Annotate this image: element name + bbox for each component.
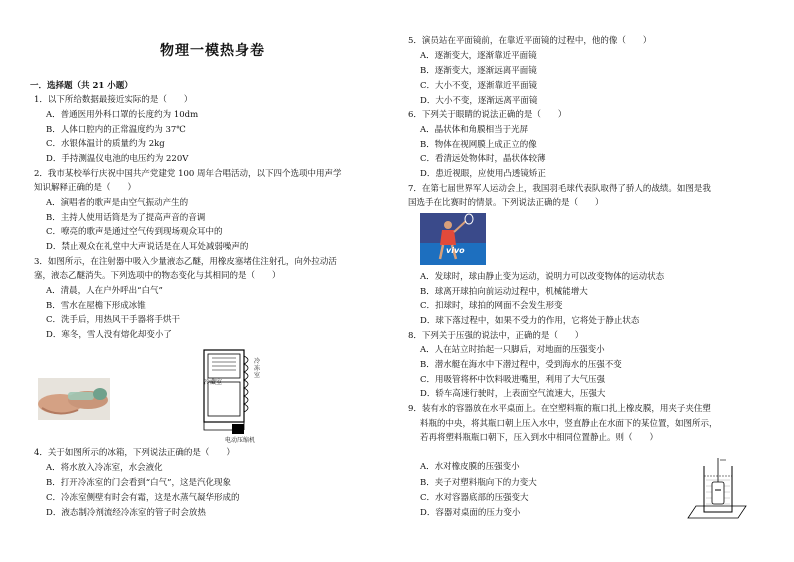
- q3-option-a: A．清晨，人在户外呼出“白气”: [46, 286, 163, 296]
- q3-stem-line2: 塞，液态乙醚消失。下列选项中的物态变化与其相同的是（ ）: [34, 271, 281, 281]
- q9-option-b: B．夹子对塑料瓶向下的力变大: [420, 478, 537, 488]
- q3-option-b: B．雪水在屋檐下形成冰锥: [46, 301, 146, 311]
- q1-stem: 1．以下所给数据最接近实际的是（ ）: [34, 95, 193, 105]
- q6-option-d: D．患近视眼，应使用凸透镜矫正: [420, 169, 546, 179]
- q4-option-c: C．冷冻室侧壁有时会有霜，这是水蒸气凝华形成的: [46, 493, 240, 503]
- q2-option-a: A．演唱者的歌声是由空气振动产生的: [46, 198, 189, 208]
- fridge-label-refrigerator: 冷藏室: [204, 379, 223, 386]
- q7-option-b: B．球离开球拍向前运动过程中，机械能增大: [420, 287, 588, 297]
- q2-option-b: B．主持人使用话筒是为了提高声音的音调: [46, 213, 206, 223]
- q9-stem-line3: 若再将塑料瓶瓶口朝下，压入到水中相同位置静止。则（ ）: [420, 433, 659, 443]
- fridge-label-compressor: 电动压缩机: [225, 437, 256, 444]
- q3-option-c: C．洗手后，用热风干手器将手烘干: [46, 315, 181, 325]
- q7-option-c: C．扣球时，球拍的网面不会发生形变: [420, 301, 563, 311]
- q5-option-c: C．大小不变，逐渐靠近平面镜: [420, 81, 538, 91]
- q8-option-d: D．轿车高速行驶时，上表面空气流速大，压强大: [420, 389, 606, 399]
- q2-stem-line2: 知识解释正确的是（ ）: [34, 183, 137, 193]
- q4-option-d: D．液态制冷剂流经冷冻室的管子时会放热: [46, 508, 206, 518]
- q2-option-c: C．嘹亮的歌声是通过空气传到现场观众耳中的: [46, 227, 223, 237]
- water-container-diagram: [686, 456, 748, 520]
- q9-option-c: C．水对容器底部的压强变大: [420, 493, 529, 503]
- q5-option-b: B．逐渐变大，逐渐远离平面镜: [420, 66, 537, 76]
- q1-option-b: B．人体口腔内的正常温度约为 37℃: [46, 125, 186, 135]
- q7-option-d: D．球下落过程中，如果不受力的作用，它将处于静止状态: [420, 316, 640, 326]
- q6-option-b: B．物体在视网膜上成正立的像: [420, 140, 537, 150]
- q9-option-a: A．水对橡皮膜的压强变小: [420, 462, 520, 472]
- q9-stem-line2: 料瓶的中央，将其瓶口朝上压入水中，竖直静止在水面下的某位置，如图所示，: [420, 419, 718, 429]
- q8-option-b: B．潜水艇在海水中下潜过程中，受到海水的压强不变: [420, 360, 622, 370]
- q6-stem: 6．下列关于眼睛的说法正确的是（ ）: [408, 110, 567, 120]
- section-heading: 一．选择题（共 21 小题）: [30, 81, 133, 91]
- q1-option-d: D．手持测温仪电池的电压约为 220V: [46, 154, 189, 164]
- q2-option-d: D．禁止观众在礼堂中大声说话是在人耳处减弱噪声的: [46, 242, 249, 252]
- q9-option-d: D．容器对桌面的压力变小: [420, 508, 521, 518]
- q3-option-d: D．寒冬，雪人没有熔化却变小了: [46, 330, 172, 340]
- q7-option-a: A．发球时，球由静止变为运动，说明力可以改变物体的运动状态: [420, 272, 665, 282]
- q3-stem-line1: 3．如图所示，在注射器中吸入少量液态乙醚，用橡皮塞堵住注射孔，向外拉动活: [34, 257, 337, 267]
- q5-option-a: A．逐渐变大，逐渐靠近平面镜: [420, 51, 537, 61]
- page-title: 物理一模热身卷: [160, 43, 265, 59]
- q4-option-b: B．打开冷冻室的门会看到“白气”，这是汽化现象: [46, 478, 231, 488]
- q4-stem: 4．关于如图所示的冰箱，下列说法正确的是（ ）: [34, 448, 235, 458]
- q1-option-a: A．普通医用外科口罩的长度约为 10dm: [46, 110, 199, 120]
- q2-stem-line1: 2．我市某校举行庆祝中国共产党建党 100 周年合唱活动，以下四个选项中用声学: [34, 169, 342, 179]
- q5-stem: 5．演员站在平面镜前，在靠近平面镜的过程中，他的像（ ）: [408, 36, 652, 46]
- q8-stem: 8．下列关于压强的说法中，正确的是（ ）: [408, 331, 584, 341]
- q6-option-a: A．晶状体和角膜相当于光屏: [420, 125, 529, 135]
- fridge-label-freezer: 冷冻室: [254, 358, 261, 379]
- q5-option-d: D．大小不变，逐渐远离平面镜: [420, 96, 538, 106]
- hands-syringe-photo: [38, 378, 110, 420]
- q1-option-c: C．水银体温计的质量约为 2kg: [46, 139, 165, 149]
- q4-option-a: A．将水放入冷冻室，水会液化: [46, 463, 163, 473]
- vivo-logo: vivo: [446, 246, 465, 255]
- q6-option-c: C．看清远处物体时，晶状体较薄: [420, 154, 546, 164]
- q8-option-a: A．人在站立时抬起一只脚后，对地面的压强变小: [420, 345, 605, 355]
- q9-stem-line1: 9．装有水的容器放在水平桌面上。在空塑料瓶的瓶口扎上橡皮膜，用夹子夹住塑: [408, 404, 711, 414]
- q7-stem-line1: 7．在第七届世界军人运动会上，我国羽毛球代表队取得了骄人的战绩。如图是我: [408, 184, 711, 194]
- q8-option-c: C．用吸管将杯中饮料吸进嘴里，利用了大气压强: [420, 375, 606, 385]
- q7-stem-line2: 国选手在比赛时的情景。下列说法正确的是（ ）: [408, 198, 604, 208]
